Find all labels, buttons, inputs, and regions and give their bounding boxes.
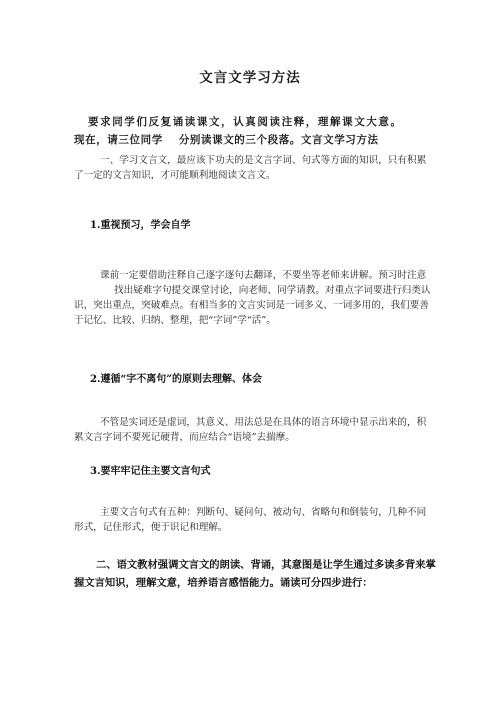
paragraph-sentence-patterns-text: 主要文言句式有五种：判断句、疑问句、被动句、省略句和倒装句，几种不同形式，记住形式，便于识记和理解。 bbox=[74, 507, 427, 533]
heading-context-principle: 2.遵循“字不离句”的原则去理解、体会 bbox=[90, 374, 262, 385]
paragraph-context-text: 不管是实词还是虚词，其意义、用法总是在具体的语言环境中显示出来的，积累文言字词不要死记硬背，而应结合“语境”去揣摩。 bbox=[74, 417, 427, 443]
heading-sentence-patterns: 3.要牢牢记住主要文言句式 bbox=[90, 466, 211, 477]
intro-line-2 bbox=[74, 131, 434, 149]
paragraph-vocabulary bbox=[74, 153, 434, 183]
paragraph-preview bbox=[74, 268, 434, 328]
intro-line-2-part-a: 现在，请三位同学 bbox=[74, 134, 163, 146]
intro-line-1: 要求同学们反复诵读课文，认真阅读注释，理解课文大意。 bbox=[88, 116, 403, 128]
intro-line-2-part-b: 分别读课文的三个段落。文言文学习方法 bbox=[178, 134, 379, 146]
paragraph-vocabulary-text: 一、学习文言文，最应该下功夫的是文言字词、句式等方面的知识，只有积累了一定的文言知识，才可能顺利地阅读文言文。 bbox=[74, 155, 427, 181]
heading-preview: 1.重视预习，学会自学 bbox=[90, 220, 191, 231]
document-title: 文言文学习方法 bbox=[199, 70, 301, 86]
paragraph-preview-text-a: 课前一定要借助注释自己逐字逐句去翻译，不要坐等老师来讲解。预习时注意 bbox=[100, 270, 427, 281]
paragraph-preview-text-b: 找出疑难字句提交课堂讨论，向老师、同学请教。对重点字词要进行归类认识，突出重点，突破难点。有相当多的文言实词是一词多义、一词多用的，我们要善于记忆、比较、归纳、整理，把“字词”学“活”。 bbox=[74, 285, 431, 326]
section-two-text: 二、语文教材强调文言文的朗读、背诵，其意图是让学生通过多读多背来掌握文言知识，理解文意，培养语言感悟能力。诵读可分四步进行： bbox=[74, 559, 436, 589]
paragraph-sentence-patterns bbox=[74, 505, 434, 535]
section-two-paragraph bbox=[74, 556, 436, 592]
paragraph-context bbox=[74, 415, 434, 445]
intro-paragraph bbox=[74, 113, 434, 149]
